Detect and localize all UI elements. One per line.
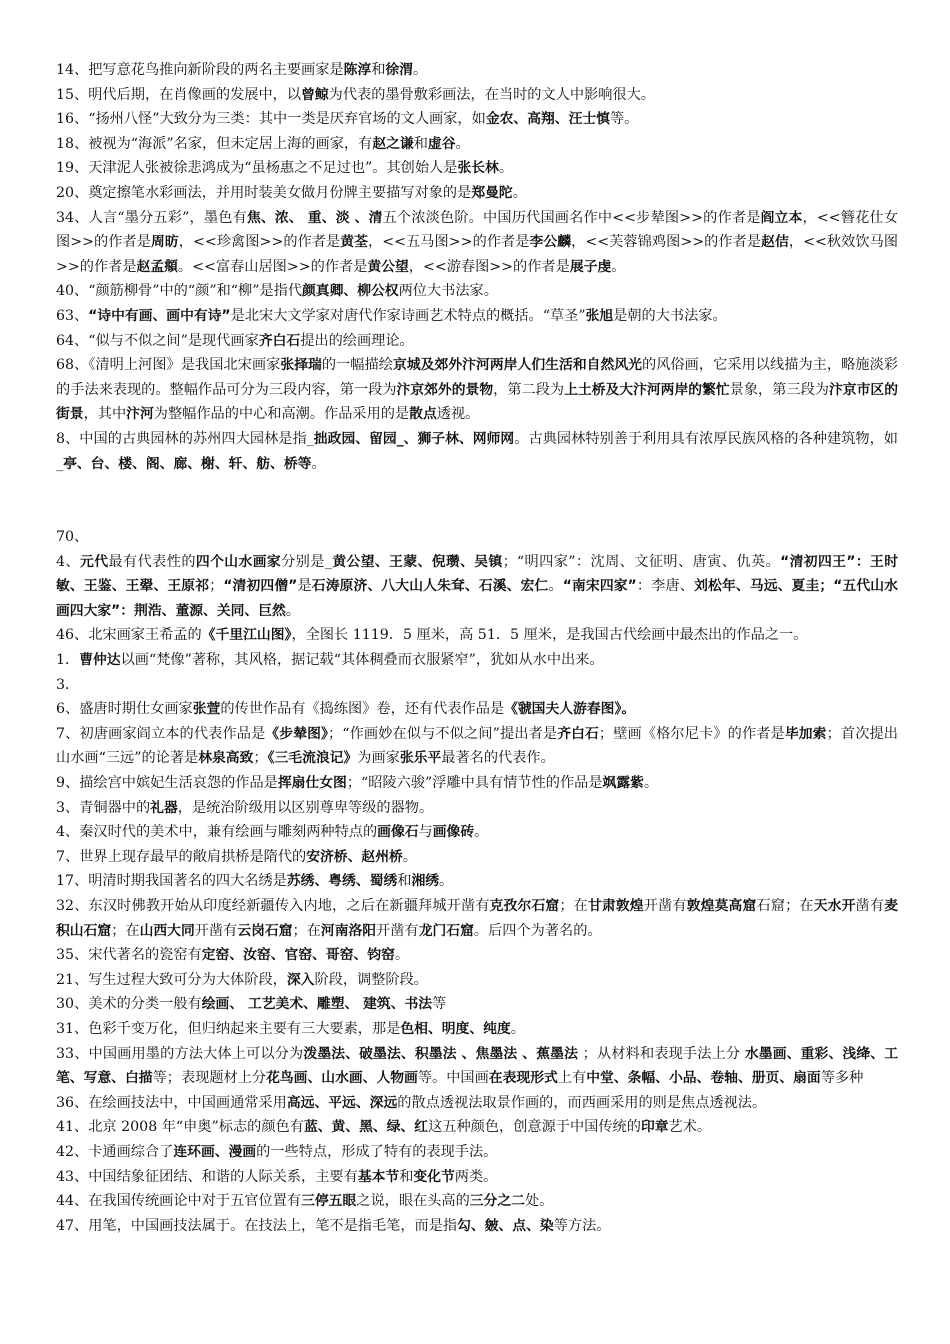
text-run: 石窟；在: [756, 898, 814, 914]
text-run: 为代表的墨骨敷彩画法，在当时的文人中影响很大。: [328, 86, 655, 103]
paragraph: [56, 550, 898, 624]
paragraph: [56, 1017, 898, 1042]
bold-answer: 印章: [640, 1119, 669, 1136]
text-run: 。: [512, 184, 527, 201]
text-run: 和: [397, 873, 412, 890]
text-run: 的散点透视法取景作画的，而西画采用的则是焦点透视法。: [397, 1094, 767, 1111]
bold-answer: 张乐平: [399, 750, 442, 767]
text-run: 等。中国画: [417, 1070, 489, 1087]
text-run: 。: [402, 848, 417, 865]
text-run: 景象，第三段为: [729, 381, 829, 398]
bold-answer: 变化节: [413, 1168, 455, 1185]
paragraph: [56, 869, 898, 894]
bold-answer: 在表现形式: [488, 1070, 558, 1087]
text-run: 这五种颜色，创意源于中国传统的: [428, 1119, 641, 1136]
text-run: 44、在我国传统画论中对于五官位置有: [56, 1193, 302, 1210]
bold-answer: 花鸟画、山水画、人物画: [266, 1070, 418, 1087]
paragraph: [56, 894, 898, 943]
text-run: ：李唐、: [636, 578, 695, 595]
bold-answer: 水墨画、重彩、浅绛、工笔、写意、白描: [56, 1045, 899, 1087]
bold-answer: 克孜尔石窟: [489, 898, 560, 914]
bold-answer: 李公麟: [529, 234, 572, 251]
text-run: 等: [432, 996, 447, 1013]
text-run: 的一幅描绘: [321, 357, 393, 374]
bold-answer: 张择瑞: [280, 357, 322, 374]
text-run: 两类。: [454, 1168, 498, 1185]
bold-answer: “清初四王”：王时敏、王鉴、王翚、王原祁: [56, 553, 899, 595]
paragraph: [56, 279, 898, 304]
text-run: 35、宋代著名的瓷窑有: [56, 947, 202, 964]
text-run: 凿有: [855, 898, 885, 914]
text-run: 7、初唐画家阎立本的代表作品是: [56, 725, 266, 742]
text-run: 34、人言“墨分五彩”，墨色有: [56, 209, 247, 226]
text-run: 4、秦汉时代的美术中，兼有绘画与雕刻两种特点的: [56, 824, 378, 841]
bold-answer: 徐渭: [385, 62, 414, 78]
bold-answer: “南宋四家”: [562, 578, 637, 595]
text-run: 19、天津泥人张被徐悲鸿成为“虽杨惠之不足过也”。其创始人是: [56, 160, 458, 177]
text-run: 63、: [56, 307, 89, 324]
text-run: 20、奠定擦笔水彩画法，并用时装美女做月份牌主要描写对象的是: [56, 184, 472, 201]
bold-answer: 云岗石窟: [237, 922, 293, 939]
text-run: 42、卡通画综合了: [56, 1143, 174, 1160]
text-run: ；“作画妙在似与不似之间”提出者是: [328, 725, 558, 742]
text-run: 43、中国结象征团结、和谐的人际关系，主要有: [56, 1168, 358, 1185]
paragraph: [56, 648, 898, 673]
text-run: ，<<芙蓉锦鸡图>>的作者是: [571, 234, 762, 251]
paragraph: [56, 1091, 898, 1116]
text-run: 3、青铜器中的: [56, 799, 151, 816]
bold-answer: 三分之二: [469, 1193, 525, 1210]
bold-answer: 齐白石: [258, 332, 301, 349]
bold-answer: “清初四僧”: [223, 578, 298, 595]
text-run: 最有代表性的: [108, 553, 196, 570]
paragraph: [56, 722, 898, 771]
text-run: 46、北宋画家王希孟的: [56, 627, 202, 644]
text-run: ，第二段为: [493, 381, 565, 398]
bold-answer: 林泉高致: [198, 750, 254, 767]
bold-answer: 《步辇图》: [265, 725, 329, 742]
text-run: 的一些特点，形成了特有的表现手法。: [256, 1143, 498, 1160]
text-run: ；: [209, 578, 224, 595]
text-run: 开凿有: [194, 922, 238, 939]
bold-answer: 绘画、 工艺美术、雕塑、 建筑、书法: [201, 996, 433, 1013]
text-run: 透视。: [436, 406, 480, 423]
text-run: ；“明四家”：沈周、文征明、唐寅、仇英。: [502, 553, 781, 570]
text-run: 艺术。: [668, 1119, 712, 1136]
text-run: 与: [418, 824, 433, 841]
text-run: 33、中国画用墨的方法大体上可以分为: [56, 1045, 304, 1062]
bold-answer: 龙门石窟: [418, 922, 474, 939]
paragraph: [56, 427, 898, 476]
bold-answer: 焦、浓、 重、淡 、清: [246, 209, 383, 226]
text-run: 31、色彩千变万化，但归纳起来主要有三大要素，那是: [56, 1020, 401, 1037]
text-run: 16、“扬州八怪”大致分为三类：其中一类是厌弃官场的文人画家，如: [56, 111, 486, 128]
bold-answer: 曾鲸: [301, 86, 329, 103]
paragraph: [56, 771, 898, 796]
bold-answer: 蓝、黄、黑、绿、红: [303, 1119, 429, 1136]
bold-answer: 拙政园、留园_、狮子林、网师网: [313, 430, 515, 447]
text-run: 9、描绘宫中嫔妃生活哀怨的作品是: [56, 775, 278, 792]
bold-answer: 定窑、汝窑、官窑、哥窑、钧窑: [201, 947, 395, 964]
text-run: ；在: [292, 922, 321, 939]
text-run: 。: [285, 602, 301, 619]
paragraph: [56, 525, 898, 550]
text-run: 是: [297, 578, 312, 595]
text-run: 。古典园林特别善于利用具有浓厚民族风格的各种建筑物，如_: [56, 430, 898, 472]
text-run: ，<<五马图>>的作者是: [367, 234, 530, 251]
text-run: 41、北京 2008 年“申奥”标志的颜色有: [56, 1119, 304, 1136]
text-run: 和: [399, 1168, 414, 1185]
text-run: 1．: [56, 652, 80, 669]
text-run: 五个浓淡色阶。中国历代国画名作中<<步辇图>>的作者是: [382, 209, 761, 226]
text-run: ；在: [559, 898, 588, 914]
bold-answer: 礼器: [150, 799, 178, 816]
text-run: 。: [498, 160, 514, 177]
bold-answer: 张萱: [192, 701, 221, 718]
paragraph: [56, 1214, 898, 1239]
bold-answer: 基本节: [357, 1168, 400, 1185]
text-run: 的传世作品有《捣练图》卷，还有代表作品是: [220, 701, 505, 718]
blank-gap: [56, 476, 898, 525]
text-run: 等方法。: [553, 1217, 611, 1234]
bold-answer: 河南洛阳: [320, 922, 377, 939]
text-run: 。: [510, 1020, 525, 1037]
paragraph: [56, 845, 898, 870]
bold-answer: 黄公望、王蒙、倪瓒、吴镇: [331, 553, 503, 570]
bold-answer: 连环画、漫画: [173, 1143, 257, 1160]
paragraph: [56, 329, 898, 354]
text-run: 分别是_: [281, 553, 332, 570]
text-run: 开凿有: [643, 898, 687, 914]
text-run: 。: [413, 62, 428, 78]
text-run: ；: [253, 750, 268, 767]
bold-answer: 山西大同: [139, 922, 195, 939]
text-run: 最著名的代表作。: [441, 750, 555, 767]
paragraph: [56, 156, 898, 181]
text-run: 。: [474, 824, 489, 841]
bold-answer: 散点: [409, 406, 437, 423]
paragraph: [56, 820, 898, 845]
bold-answer: 天水开: [813, 898, 856, 914]
paragraph: [56, 58, 898, 83]
bold-answer: 京城及郊外汴河两岸人们生活和自然风光: [392, 357, 642, 374]
bold-answer: 齐白石: [557, 725, 599, 742]
text-run: ，是统治阶级用以区别尊卑等级的器物。: [177, 799, 434, 816]
text-run: 提出的绘画理论。: [300, 332, 414, 349]
bold-answer: 张旭: [585, 307, 614, 324]
text-run: 和: [371, 62, 386, 78]
text-run: 。: [439, 873, 454, 890]
paragraph: [56, 1140, 898, 1165]
bold-answer: 上土桥及大汴河两岸的繁忙: [564, 381, 730, 398]
bold-answer: 张长林: [457, 160, 499, 177]
text-run: 处。: [524, 1193, 554, 1210]
bold-answer: 元代: [80, 553, 109, 570]
paragraph: [56, 83, 898, 108]
bold-answer: 画像砖: [432, 824, 475, 841]
bold-answer: 高远、平远、深远: [286, 1094, 398, 1111]
text-run: 21、写生过程大致可分为大体阶段，: [56, 971, 287, 988]
paragraph: [56, 1115, 898, 1140]
bold-answer: 挥扇仕女图: [277, 775, 347, 792]
text-run: 68、《清明上河图》是我国北宋画家: [56, 357, 281, 374]
text-run: 等；表现题材上分: [152, 1070, 267, 1087]
bold-answer: 颜真卿、柳公权: [302, 283, 399, 300]
text-run: ；从材料和表现手法上分: [578, 1045, 745, 1062]
text-run: 阶段，调整阶段。: [314, 971, 428, 988]
bold-answer: 陈淳: [343, 62, 372, 78]
text-run: 的风俗画，它采用以线描为主，略施淡彩的手法来表现的。整幅作品可分为三段内容，第一段为: [56, 357, 898, 398]
bold-answer: “诗中有画、画中有诗”: [88, 307, 231, 324]
bold-answer: 汴京郊外的景物: [396, 381, 494, 398]
text-run: 上有: [557, 1070, 587, 1087]
text-run: 70、: [56, 529, 89, 546]
bold-answer: 画像石: [377, 824, 419, 841]
text-run: 等多种: [820, 1070, 864, 1087]
bold-answer: 深入: [286, 971, 315, 988]
text-run: 等。: [609, 111, 639, 128]
text-run: 。: [394, 947, 410, 964]
text-run: 3．: [56, 676, 80, 693]
bold-answer: 勾、皴、点、染: [457, 1217, 554, 1234]
paragraph: [56, 623, 898, 648]
text-run: ，<<珍禽图>>的作者是: [178, 234, 341, 251]
text-run: 。<<富春山居图>>的作者是: [177, 258, 368, 275]
text-run: 17、明清时期我国著名的四大名绣是: [56, 873, 287, 890]
text-run: 32、东汉时佛教开始从印度经新疆传入内地，之后在新疆拜城开凿有: [56, 898, 490, 914]
text-run: ，其中: [83, 406, 127, 423]
bold-answer: 《三毛流浪记》: [267, 750, 358, 767]
bold-answer: 甘肃敦煌: [588, 898, 644, 914]
bold-answer: 赵孟頫: [136, 258, 178, 275]
text-run: ，全图长 1119．5 厘米，高 51．5 厘米，是我国古代绘画中最杰出的作品之一。: [291, 627, 808, 644]
bold-answer: 展子虔: [569, 258, 612, 275]
text-run: 为整幅作品的中心和高潮。作品采用的是: [153, 406, 410, 423]
bold-answer: 泼墨法、破墨法、积墨法 、焦墨法 、蕉墨法: [303, 1045, 579, 1062]
paragraph: [56, 353, 898, 427]
paragraph: [56, 992, 898, 1017]
text-run: 。: [548, 578, 563, 595]
bold-answer: 赵佶: [761, 234, 789, 251]
text-run: 。: [643, 775, 659, 792]
bold-answer: 黄荃: [340, 234, 368, 251]
bold-answer: 四个山水画家: [195, 553, 282, 570]
text-run: ；在: [111, 922, 140, 939]
text-run: 47、用笔，中国画技法属于。在技法上，笔不是指毛笔，而是指: [56, 1217, 458, 1234]
paragraph: [56, 181, 898, 206]
bold-answer: 赵之谦: [372, 135, 414, 152]
text-run: ；首次提出山水画“三远”的论著是: [56, 725, 898, 767]
text-run: 40、“颜筋柳骨”中的“颜”和“柳”是指代: [56, 283, 303, 300]
bold-answer: 色相、明度、纯度: [400, 1020, 511, 1037]
bold-answer: 汴河: [126, 406, 154, 423]
bold-answer: 金农、高翔、汪士慎: [485, 111, 610, 128]
text-run: 。后四个为著名的。: [473, 922, 602, 939]
bold-answer: 苏绣、粤绣、蜀绣: [286, 873, 398, 890]
paragraph: [56, 132, 898, 157]
text-run: ；壁画《格尔尼卡》的作者是: [598, 725, 785, 742]
text-run: ，<<游春图>>的作者是: [408, 258, 570, 275]
text-run: 。: [455, 135, 470, 152]
text-run: ，<<簪花仕女图>>的作者是: [56, 209, 899, 251]
paragraph: [56, 697, 898, 722]
bold-answer: 黄公望: [367, 258, 409, 275]
bold-answer: 安济桥、赵州桥: [306, 848, 403, 865]
document-body: [56, 58, 898, 1238]
text-run: 和: [413, 135, 428, 152]
text-run: 。: [311, 455, 326, 472]
bold-answer: 湘绣: [411, 873, 440, 890]
text-run: 7、世界上现存最早的敞肩拱桥是隋代的: [56, 848, 307, 865]
text-run: 36、在绘画技法中，中国画通常采用: [56, 1094, 287, 1111]
bold-answer: 刘松年、马远、夏圭；“五代山水画四大家”：荆浩、董源、关同、巨然: [56, 578, 898, 619]
bold-answer: 郑曼陀: [471, 184, 513, 201]
bold-answer: 飒露紫: [602, 775, 644, 792]
text-run: 两位大书法家。: [398, 283, 498, 300]
text-run: 30、美术的分类一般有: [56, 996, 202, 1013]
text-run: 8、中国的古典园林的苏州四大园林是指_: [56, 430, 314, 447]
text-run: 是朝的大书法家。: [613, 307, 727, 324]
text-run: 之说，眼在头高的: [356, 1193, 470, 1210]
text-run: 18、被视为“海派”名家，但未定居上海的画家，有: [56, 135, 373, 152]
bold-answer: 中堂、条幅、小品、卷轴、册页、扇面: [586, 1070, 821, 1087]
bold-answer: 周昉: [151, 234, 179, 251]
text-run: ，<<秋效饮马图>>的作者是: [56, 234, 899, 275]
text-run: 是北宋大文学家对唐代作家诗画艺术特点的概括。“草圣”: [230, 307, 586, 324]
bold-answer: 毕加索: [784, 725, 827, 742]
bold-answer: 敦煌莫高窟: [686, 898, 757, 914]
text-run: 。: [611, 258, 626, 275]
bold-answer: 三停五眼: [301, 1193, 357, 1210]
bold-answer: 《虢国夫人游春图》。: [504, 701, 636, 718]
paragraph: [56, 673, 898, 698]
text-run: ；“昭陵六骏”浮雕中具有情节性的作品是: [346, 775, 603, 792]
paragraph: [56, 1189, 898, 1214]
bold-answer: 曹仲达: [79, 652, 121, 669]
bold-answer: 《千里江山图》: [201, 627, 292, 644]
paragraph: [56, 304, 898, 329]
bold-answer: 石涛原济、八大山人朱耷、石溪、宏仁: [311, 578, 549, 595]
text-run: 6、盛唐时期仕女画家: [56, 701, 193, 718]
text-run: 为画家: [357, 750, 400, 767]
bold-answer: 汴京市区的街景: [56, 381, 898, 423]
paragraph: [56, 206, 898, 280]
paragraph: [56, 107, 898, 132]
text-run: 64、“似与不似之间”是现代画家: [56, 332, 259, 349]
text-run: 14、把写意花鸟推向新阶段的两名主要画家是: [56, 62, 344, 78]
paragraph: [56, 1165, 898, 1190]
bold-answer: 虚谷: [427, 135, 456, 152]
bold-answer: 麦积山石窟: [56, 898, 898, 939]
paragraph: [56, 1042, 898, 1091]
bold-answer: 亭、台、楼、阁、廊、榭、轩、舫、桥等: [63, 455, 312, 472]
text-run: 开凿有: [376, 922, 419, 939]
text-run: 4、: [56, 553, 81, 570]
text-run: 以画“梵像”著称，其风格，据记载“其体稠叠而衣服紧窄”，犹如从水中出来。: [120, 652, 604, 669]
paragraph: [56, 968, 898, 993]
text-run: 15、明代后期，在肖像画的发展中，以: [56, 86, 302, 103]
paragraph: [56, 943, 898, 968]
bold-answer: 阎立本: [760, 209, 803, 226]
paragraph: [56, 796, 898, 821]
